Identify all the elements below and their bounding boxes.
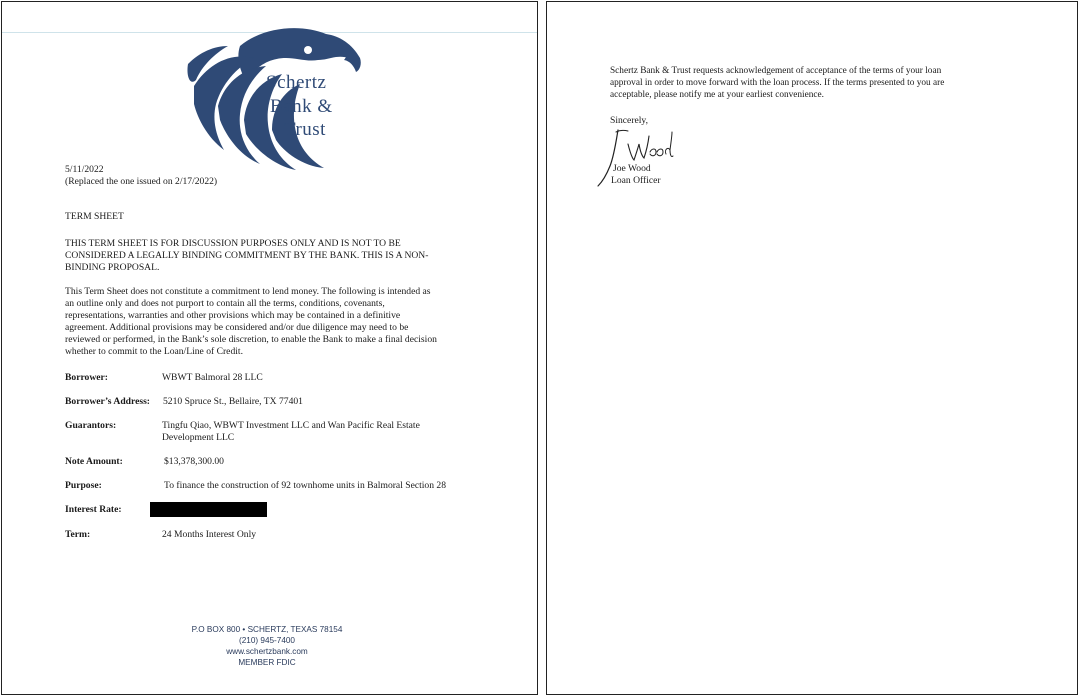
document-date: 5/11/2022 (65, 164, 104, 175)
purpose-label: Purpose: (65, 480, 102, 491)
interest-rate-label: Interest Rate: (65, 504, 122, 515)
term-sheet-page-1 (1, 1, 538, 695)
disclaimer-line: CONSIDERED A LEGALLY BINDING COMMITMENT BY THE BANK. THIS IS A NON- (65, 250, 429, 261)
signature-icon (594, 122, 674, 188)
disclaimer-line: THIS TERM SHEET IS FOR DISCUSSION PURPOSES ONLY AND IS NOT TO BE (65, 238, 401, 249)
term-sheet-page-2 (546, 1, 1078, 695)
purpose-value: To finance the construction of 92 townhome units in Balmoral Section 28 (164, 480, 447, 491)
intro-line: agreement. Additional provisions may be considered and/or due diligence may need to be (65, 322, 409, 333)
signer-name: Joe Wood (613, 163, 651, 174)
bank-name-line2: Bank & (270, 96, 333, 117)
acceptance-line: Schertz Bank & Trust requests acknowledgement of acceptance of the terms of your loan (610, 66, 942, 76)
closing-salutation: Sincerely, (610, 115, 649, 126)
term-label: Term: (65, 529, 91, 540)
acceptance-line: approval in order to move forward with the loan process. If the terms presented to you are (610, 78, 945, 88)
interest-rate-redaction (150, 502, 267, 517)
footer-phone: (210) 945-7400 (239, 636, 295, 645)
intro-line: This Term Sheet does not constitute a commitment to lend money. The following is intended as (65, 286, 431, 297)
term-value: 24 Months Interest Only (162, 529, 257, 540)
address-label: Borrower’s Address: (65, 396, 150, 407)
note-amount-value: $13,378,300.00 (164, 456, 224, 467)
footer-fdic: MEMBER FDIC (238, 658, 296, 667)
bank-name-line3: Trust (284, 119, 326, 140)
borrower-value: WBWT Balmoral 28 LLC (162, 372, 263, 383)
guarantors-label: Guarantors: (65, 420, 117, 431)
address-value: 5210 Spruce St., Bellaire, TX 77401 (163, 396, 303, 407)
replaced-note: (Replaced the one issued on 2/17/2022) (65, 176, 218, 187)
guarantors-value: Development LLC (162, 432, 235, 443)
intro-line: whether to commit to the Loan/Line of Credit. (65, 346, 243, 357)
intro-line: reviewed or performed, in the Bank’s sole discretion, to enable the Bank to make a final decision (65, 334, 437, 345)
footer-website: www.schertzbank.com (226, 647, 308, 656)
note-amount-label: Note Amount: (65, 456, 123, 467)
footer-address: P.O BOX 800 • SCHERTZ, TEXAS 78154 (191, 625, 343, 634)
borrower-label: Borrower: (65, 372, 108, 383)
disclaimer-line: BINDING PROPOSAL. (65, 262, 160, 273)
intro-line: an outline only and does not purport to contain all the terms, conditions, covenants, (65, 298, 385, 309)
bank-name-line1: Schertz (266, 72, 327, 93)
intro-line: representations, warranties and other provisions which may be contained in a definitive (65, 310, 401, 321)
document-title: TERM SHEET (65, 211, 124, 222)
acceptance-line: acceptable, please notify me at your earliest convenience. (610, 90, 824, 100)
signer-title: Loan Officer (611, 175, 661, 186)
guarantors-value: Tingfu Qiao, WBWT Investment LLC and Wan Pacific Real Estate (162, 420, 420, 431)
